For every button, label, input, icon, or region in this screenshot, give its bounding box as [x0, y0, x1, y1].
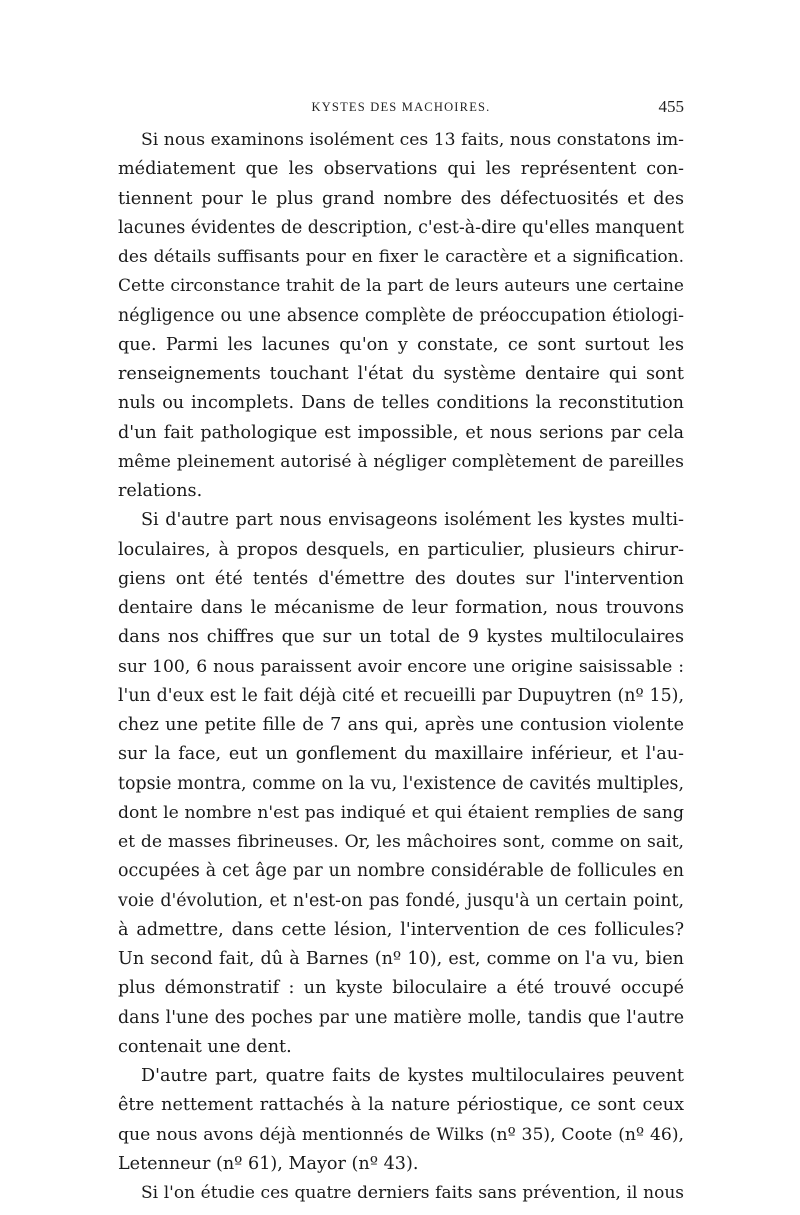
text-line: être nettement rattachés à la nature périostique, ce sont ceux — [118, 1095, 684, 1116]
text-line: et de masses fibrineuses. Or, les mâchoires sont, comme on sait, — [118, 832, 684, 852]
text-line: D'autre part, quatre faits de kystes multiloculaires peuvent — [141, 1066, 684, 1086]
text-line: médiatement que les observations qui les représentent con- — [118, 159, 684, 180]
running-title: KYSTES DES MACHOIRES. — [311, 100, 491, 114]
text-line: même pleinement autorisé à négliger complètement de pareilles — [118, 451, 684, 472]
text-line: Cette circonstance trahit de la part de leurs auteurs une certaine — [118, 276, 684, 297]
text-line: nuls ou incomplets. Dans de telles conditions la reconstitution — [118, 393, 684, 414]
text-line: contenait une dent. — [118, 1036, 292, 1057]
text-line: relations. — [118, 481, 203, 501]
text-line: dont le nombre n'est pas indiqué et qui étaient remplies de sang — [118, 802, 684, 823]
text-line: dans l'une des poches par une matière molle, tandis que l'autre — [118, 1007, 684, 1028]
text-line: giens ont été tentés d'émettre des doutes sur l'intervention — [118, 568, 684, 589]
text-line: dans nos chiffres que sur un total de 9 kystes multiloculaires — [118, 627, 684, 648]
text-line: chez une petite fille de 7 ans qui, après une contusion violente — [118, 715, 684, 735]
text-line: renseignements touchant l'état du système dentaire qui sont — [118, 364, 684, 384]
body-text — [118, 126, 684, 1208]
text-line: Si nous examinons isolément ces 13 faits, nous constatons im- — [141, 130, 684, 150]
text-line: occupées à cet âge par un nombre considérable de follicules en — [118, 861, 684, 882]
page-number: 455 — [658, 97, 684, 116]
text-line: que nous avons déjà mentionnés de Wilks (nº 35), Coote (nº 46), — [118, 1124, 684, 1145]
text-line: voie d'évolution, et n'est-on pas fondé, jusqu'à un certain point, — [118, 890, 684, 911]
text-line: topsie montra, comme on la vu, l'existence de cavités multiples, — [118, 773, 684, 794]
text-line: Un second fait, dû à Barnes (nº 10), est, comme on l'a vu, bien — [118, 949, 684, 969]
text-line: l'un d'eux est le fait déjà cité et recueilli par Dupuytren (nº 15), — [118, 685, 684, 706]
text-line: négligence ou une absence complète de préoccupation étiologi- — [118, 305, 684, 326]
running-head — [118, 97, 684, 122]
text-line: Si l'on étudie ces quatre derniers faits sans prévention, il nous — [141, 1183, 684, 1203]
text-line: dentaire dans le mécanisme de leur formation, nous trouvons — [118, 598, 684, 618]
text-line: des détails suffisants pour en fixer le caractère et a signification. — [118, 247, 684, 267]
text-line: lacunes évidentes de description, c'est-à-dire qu'elles manquent — [118, 217, 684, 238]
text-line: Letenneur (nº 61), Mayor (nº 43). — [118, 1153, 419, 1174]
text-line: que. Parmi les lacunes qu'on y constate, ce sont surtout les — [118, 334, 684, 355]
text-line: Si d'autre part nous envisageons isolément les kystes multi- — [141, 510, 684, 531]
text-line: d'un fait pathologique est impossible, et nous serions par cela — [118, 422, 684, 443]
text-line: tiennent pour le plus grand nombre des défectuosités et des — [118, 188, 684, 209]
text-line: sur la face, eut un gonflement du maxillaire inférieur, et l'au- — [118, 744, 684, 765]
text-line: plus démonstratif : un kyste biloculaire a été trouvé occupé — [118, 978, 684, 999]
text-line: sur 100, 6 nous paraissent avoir encore une origine saisissable : — [118, 656, 684, 677]
text-line: à admettre, dans cette lésion, l'intervention de ces follicules? — [118, 919, 684, 940]
text-line: loculaires, à propos desquels, en particulier, plusieurs chirur- — [118, 539, 684, 560]
